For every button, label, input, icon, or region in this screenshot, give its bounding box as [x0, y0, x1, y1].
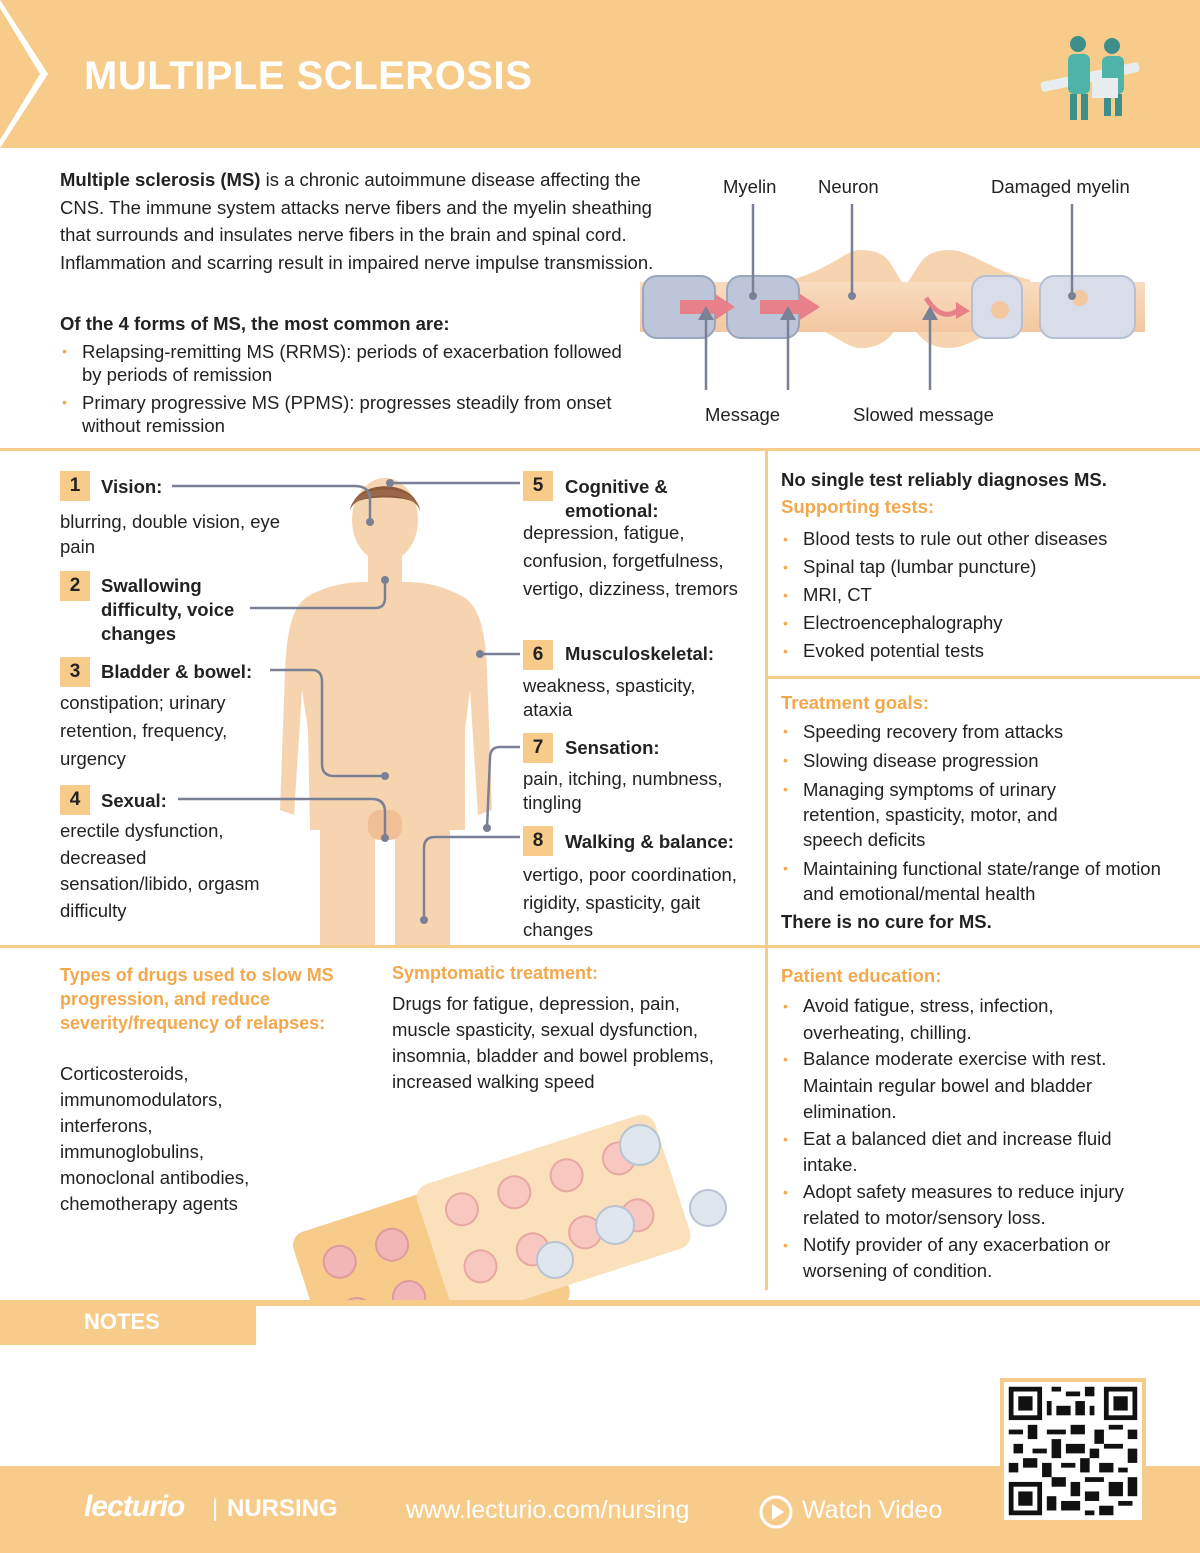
intro-paragraph	[60, 166, 670, 276]
symptomatic-heading: Symptomatic treatment:	[392, 963, 599, 983]
watch-video-link[interactable]: Watch Video	[802, 1496, 943, 1524]
list-item: • Adopt safety measures to reduce injury related to motor/sensory loss.	[781, 1179, 1151, 1232]
header-chevron-cut	[0, 0, 48, 148]
symptom-number: 4	[60, 785, 90, 815]
divider	[0, 448, 1200, 451]
education-heading: Patient education:	[781, 965, 942, 986]
symptom-text-line: sensation/libido, orgasm difficulty	[60, 873, 260, 921]
symptom-label: Vision:	[101, 476, 163, 497]
symptom-number: 7	[523, 733, 553, 763]
symptom-label: Musculoskeletal:	[565, 643, 715, 664]
list-item: • Slowing disease progression	[781, 748, 1181, 773]
list-item: • Primary progressive MS (PPMS): progresses steadily from onset without remission	[60, 391, 640, 437]
symptom-text: depression, fatigue, confusion, forgetfulness, vertigo, dizziness, tremors	[523, 522, 738, 599]
pills-illustration	[290, 1115, 760, 1300]
list-item: • Avoid fatigue, stress, infection, overheating, chilling.	[781, 993, 1111, 1046]
qr-code[interactable]	[1000, 1378, 1146, 1524]
list-item: • Speeding recovery from attacks	[781, 719, 1181, 744]
list-item: • Balance moderate exercise with rest. Maintain regular bowel and bladder elimination.	[781, 1046, 1171, 1126]
divider	[765, 945, 768, 1290]
surgeons-icon	[1030, 34, 1150, 124]
treatment-note: There is no cure for MS.	[781, 911, 992, 932]
treatment-heading: Treatment goals:	[781, 692, 930, 713]
label-slowed-message: Slowed message	[853, 404, 994, 425]
notes-label: NOTES	[84, 1309, 160, 1334]
divider	[765, 448, 768, 948]
intro-term: Multiple sclerosis (MS)	[60, 169, 261, 190]
list-item: • Relapsing-remitting MS (RRMS): periods of exacerbation followed by periods of remission	[60, 340, 640, 386]
forms-list	[60, 340, 640, 437]
brand-logo: lecturio	[84, 1490, 185, 1523]
label-damaged-myelin: Damaged myelin	[991, 176, 1130, 197]
list-item: • Maintaining functional state/range of motion and emotional/mental health	[781, 856, 1161, 906]
forms-heading: Of the 4 forms of MS, the most common are:	[60, 313, 450, 334]
symptom-text: vertigo, poor coordination, rigidity, spasticity, gait changes	[523, 864, 737, 940]
diagnosis-heading: No single test reliably diagnoses MS.	[781, 469, 1107, 490]
diagnosis-subheading: Supporting tests:	[781, 496, 935, 517]
play-icon[interactable]	[758, 1494, 794, 1530]
symptom-label: Bladder & bowel:	[101, 661, 253, 682]
divider	[765, 676, 1200, 679]
symptom-number: 2	[60, 571, 90, 601]
page-title: MULTIPLE SCLEROSIS	[84, 54, 533, 98]
symptom-label: Swallowing difficulty, voice changes	[101, 575, 235, 644]
symptom-number: 8	[523, 826, 553, 856]
list-item: • Electroencephalography	[781, 609, 1181, 637]
symptom-text: blurring, double vision, eye pain	[60, 511, 281, 557]
symptom-label: Sensation:	[565, 737, 660, 758]
symptom-text-line: erectile dysfunction,	[60, 820, 224, 841]
notes-bar	[256, 1300, 1200, 1306]
label-message: Message	[705, 404, 781, 425]
footer-section: NURSING	[227, 1495, 338, 1522]
label-neuron: Neuron	[818, 176, 879, 197]
symptom-number: 1	[60, 471, 90, 501]
list-item: • Notify provider of any exacerbation or worsening of condition.	[781, 1232, 1141, 1285]
symptom-text: constipation; urinary retention, frequency, urgency	[60, 692, 228, 769]
symptom-text-line: decreased	[60, 846, 147, 868]
education-list	[781, 993, 1171, 1285]
drugs-text: Corticosteroids, immunomodulators, interferons, immunoglobulins, monoclonal antibodies, chemotherapy agents	[60, 1063, 250, 1214]
list-item: • Blood tests to rule out other diseases	[781, 525, 1181, 553]
symptom-label: Sexual:	[101, 790, 167, 811]
symptom-number: 5	[523, 471, 553, 501]
list-item: • Spinal tap (lumbar puncture)	[781, 553, 1181, 581]
tests-list	[781, 525, 1181, 665]
list-item: • MRI, CT	[781, 581, 1181, 609]
symptomatic-text: Drugs for fatigue, depression, pain, muscle spasticity, sexual dysfunction, insomnia, bladder and bowel problems, increased walking speed	[392, 993, 714, 1092]
symptom-label: Walking & balance:	[565, 831, 734, 852]
list-item: • Managing symptoms of urinary retention, spasticity, motor, and speech deficits	[781, 777, 1111, 852]
list-item: • Evoked potential tests	[781, 637, 1181, 665]
drugs-heading: Types of drugs used to slow MS progression, and reduce severity/frequency of relapses:	[60, 965, 334, 1033]
divider	[0, 945, 1200, 948]
symptom-text: pain, itching, numbness, tingling	[523, 768, 723, 813]
footer-separator: |	[212, 1495, 219, 1522]
treatment-list	[781, 719, 1181, 906]
symptom-label: Cognitive & emotional:	[565, 476, 668, 521]
symptom-text: weakness, spasticity, ataxia	[523, 675, 696, 720]
symptom-number: 3	[60, 657, 90, 687]
footer-url[interactable]: www.lecturio.com/nursing	[406, 1496, 690, 1524]
neuron-diagram	[640, 170, 1160, 440]
symptom-number: 6	[523, 640, 553, 670]
symptom-text	[60, 818, 270, 924]
intro-text: is a chronic autoimmune disease affecting the CNS. The immune system attacks nerve fibers and the myelin sheathing that surrounds and insulates nerve fibers in the brain and spinal cord. Inflammation and scarring result in impaired nerve impulse transmission.	[60, 169, 654, 273]
list-item: • Eat a balanced diet and increase fluid intake.	[781, 1126, 1171, 1179]
label-myelin: Myelin	[723, 176, 777, 197]
human-body-illustration	[280, 470, 520, 945]
